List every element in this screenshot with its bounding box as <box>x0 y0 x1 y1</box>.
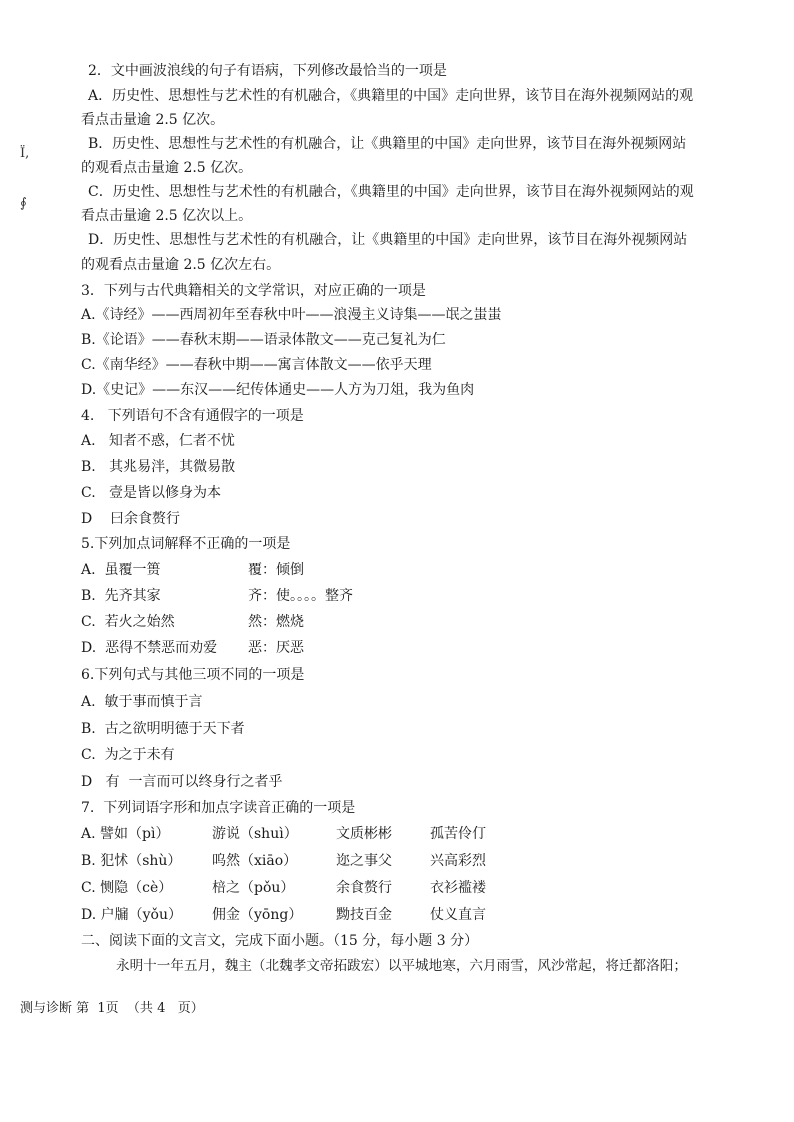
page-footer: 测与诊断 第 1页 （共 4 页） <box>20 1001 204 1016</box>
question-2-option-b-cont: 的观看点击量逾 2.5 亿次。 <box>81 160 253 176</box>
question-3-stem: 3．下列与古代典籍相关的文学常识，对应正确的一项是 <box>81 283 426 299</box>
question-2-option-a-cont: 看点击量逾 2.5 亿次。 <box>81 112 225 128</box>
question-7-option-d-4: 仗义直言 <box>430 907 486 923</box>
question-4-option-d: D 曰余食赘行 <box>81 511 181 527</box>
question-7-option-d-1: D. 户牖（yǒu） <box>81 907 182 923</box>
question-7-option-c-3: 余食赘行 <box>336 880 392 896</box>
question-7-option-a-4: 孤苦伶仃 <box>430 826 486 842</box>
question-5-gloss-c: 然：燃烧 <box>248 614 304 630</box>
question-7-option-d-3: 黝技百金 <box>336 907 392 923</box>
question-3-option-a: A.《诗经》——西周初年至春秋中叶——浪漫主义诗集——氓之蚩蚩 <box>81 307 502 323</box>
question-7-option-d-2: 佣金（yōng） <box>212 907 303 923</box>
question-4-option-a: A. 知者不惑，仁者不忧 <box>81 433 235 449</box>
question-7-option-a-3: 文质彬彬 <box>336 826 392 842</box>
question-5-gloss-a: 覆：倾倒 <box>248 562 304 578</box>
question-6-option-b: B. 古之欲明明德于天下者 <box>81 721 245 737</box>
question-2-option-d: D．历史性、思想性与艺术性的有机融合，让《典籍里的中国》走向世界，该节目在海外视频网站 <box>88 232 688 248</box>
question-2-stem: 2．文中画波浪线的句子有语病，下列修改最恰当的一项是 <box>88 63 447 79</box>
question-3-option-c: C.《南华经》——春秋中期——寓言体散文——依乎天理 <box>81 357 432 373</box>
question-5-option-d: D. 恶得不禁恶而劝爱 <box>81 640 218 656</box>
question-7-option-c-1: C. 恻隐（cè） <box>81 880 173 896</box>
question-6-option-a: A. 敏于事而慎于言 <box>81 694 203 710</box>
question-5-option-b: B. 先齐其家 <box>81 588 161 604</box>
question-7-option-b-4: 兴高彩烈 <box>430 853 486 869</box>
question-2-option-b: B．历史性、思想性与艺术性的有机融合，让《典籍里的中国》走向世界，该节目在海外视频网站 <box>88 136 687 152</box>
question-4-stem: 4. 下列语句不含有通假字的一项是 <box>81 408 304 424</box>
question-7-option-a-2: 游说（shuì） <box>212 826 298 842</box>
question-5-gloss-b: 齐：使。。。。整齐 <box>248 588 353 604</box>
question-6-option-d: D 有 一言而可以终身行之者乎 <box>81 774 283 790</box>
question-4-option-b: B. 其兆易泮，其微易散 <box>81 459 236 475</box>
question-5-stem: 5.下列加点词解释不正确的一项是 <box>81 536 291 552</box>
margin-mark: Ï, <box>20 146 30 161</box>
question-5-gloss-d: 恶：厌恶 <box>248 640 304 656</box>
question-2-option-c: C．历史性、思想性与艺术性的有机融合，《典籍里的中国》走向世界，该节目在海外视频网站的观 <box>88 184 694 200</box>
question-7-option-c-4: 衣衫褴褛 <box>430 880 486 896</box>
question-4-option-c: C. 壹是皆以修身为本 <box>81 485 222 501</box>
question-7-option-c-2: 棓之（pǒu） <box>212 880 295 896</box>
question-3-option-b: B.《论语》——春秋末期——语录体散文——克己复礼为仁 <box>81 332 446 348</box>
question-6-option-c: C. 为之于未有 <box>81 747 175 763</box>
question-5-option-a: A. 虽覆一篑 <box>81 562 161 578</box>
question-2-option-d-cont: 的观看点击量逾 2.5 亿次左右。 <box>81 257 281 273</box>
section-2-passage: 永明十一年五月，魏主（北魏孝文帝拓跋宏）以平城地寒，六月雨雪，风沙常起，将迁都洛阳； <box>116 958 687 974</box>
question-7-option-b-2: 呜然（xiāo） <box>212 853 298 869</box>
question-5-option-c: C. 若火之始然 <box>81 614 175 630</box>
margin-mark: ∮ <box>20 196 27 211</box>
question-7-option-b-1: B. 犯怵（shù） <box>81 853 182 869</box>
question-7-option-b-3: 迩之事父 <box>336 853 392 869</box>
question-2-option-a: A．历史性、思想性与艺术性的有机融合，《典籍里的中国》走向世界，该节目在海外视频网站的观 <box>88 88 694 104</box>
question-7-option-a-1: A. 譬如（pì） <box>81 826 170 842</box>
question-3-option-d: D.《史记》——东汉——纪传体通史——人方为刀俎，我为鱼肉 <box>81 382 475 398</box>
question-2-option-c-cont: 看点击量逾 2.5 亿次以上。 <box>81 208 253 224</box>
question-6-stem: 6.下列句式与其他三项不同的一项是 <box>81 667 305 683</box>
section-2-title: 二、阅读下面的文言文，完成下面小题。（15 分，每小题 3 分） <box>81 933 479 949</box>
question-7-stem: 7. 下列词语字形和加点字读音正确的一项是 <box>81 800 356 816</box>
